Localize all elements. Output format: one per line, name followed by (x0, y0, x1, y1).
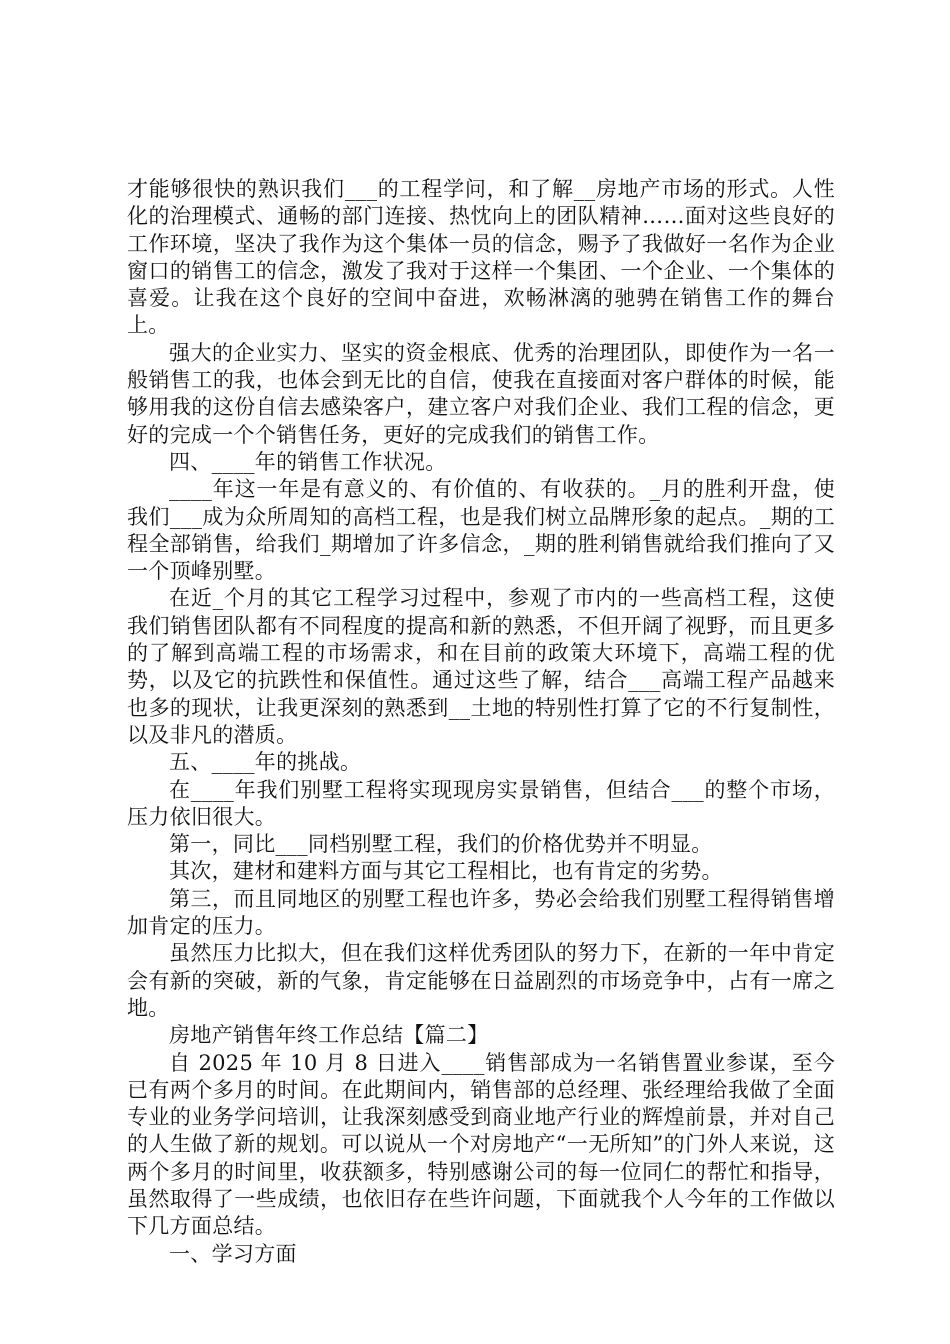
paragraph-project-study: 在近_个月的其它工程学习过程中，参观了市内的一些高档工程，这使我们销售团队都有不同程度的提高和新的熟悉，不但开阔了视野，而且更多的了解到高端工程的市场需求，和在目前的政策大环境下，高端工程的优势，以及它的抗跌性和保值性。通过这些了解，结合___高端工程产品越来也多的现状，让我更深刻的熟悉到__土地的特别性打算了它的不行复制性，以及非凡的潜质。 (127, 586, 835, 747)
paragraph-challenge-third: 第三，而且同地区的别墅工程也许多，势必会给我们别墅工程得销售增加肯定的压力。 (127, 886, 835, 939)
section-heading-four: 四、____年的销售工作状况。 (169, 449, 447, 474)
section-heading-study: 一、学习方面 (169, 1241, 297, 1266)
paragraph-outlook: 虽然压力比拟大，但在我们这样优秀团队的努力下，在新的一年中肯定会有新的突破，新的气象，肯定能够在日益剧烈的市场竞争中，占有一席之地。 (127, 941, 835, 1020)
paragraph-company-strength: 强大的企业实力、坚实的资金根底、优秀的治理团队，即使作为一名一般销售工的我，也体会到无比的自信，使我在直接面对客户群体的时候，能够用我的这份自信去感染客户，建立客户对我们企业、我们工程的信念，更好的完成一个个销售任务，更好的完成我们的销售工作。 (127, 340, 835, 447)
paragraph-continuation: 才能够很快的熟识我们___的工程学问，和了解__房地产市场的形式。人性化的治理模式、通畅的部门连接、热忱向上的团队精神……面对这些良好的工作环境，坚决了我作为这个集体一员的信念，赐予了我做好一名作为企业窗口的销售工的信念，激发了我对于这样一个集团、一个企业、一个集体的喜爱。让我在这个良好的空间中奋进，欢畅淋漓的驰骋在销售工作的舞台上。 (127, 177, 835, 338)
article-title-part-two: 房地产销售年终工作总结【篇二】 (169, 1023, 489, 1048)
section-heading-five: 五、____年的挑战。 (169, 750, 362, 775)
paragraph-challenge-intro: 在____年我们别墅工程将实现现房实景销售，但结合___的整个市场，压力依旧很大。 (127, 777, 835, 829)
document-body (127, 176, 835, 1268)
paragraph-challenge-first: 第一，同比___同档别墅工程，我们的价格优势并不明显。 (169, 832, 713, 857)
paragraph-challenge-second: 其次，建材和建料方面与其它工程相比，也有肯定的劣势。 (169, 859, 723, 884)
paragraph-part-two-intro: 自 2025 年 10 月 8 日进入____销售部成为一名销售置业参谋，至今已有两个多月的时间。在此期间内，销售部的总经理、张经理给我做了全面专业的业务学问培训，让我深刻感受到商业地产行业的辉煌前景，并对自己的人生做了新的规划。可以说从一个对房地产“一无所知”的门外人来说，这两个多月的时间里，收获额多，特别感谢公司的每一位同仁的帮忙和指导，虽然取得了一些成绩，也依旧存在些许问题，下面就我个人今年的工作做以下几方面总结。 (127, 1050, 835, 1239)
paragraph-year-review: ____年这一年是有意义的、有价值的、有收获的。_月的胜利开盘，使我们___成为众所周知的高档工程，也是我们树立品牌形象的起点。_期的工程全部销售，给我们_期增加了许多信念，_期的胜利销售就给我们推向了又一个顶峰别墅。 (127, 477, 835, 584)
